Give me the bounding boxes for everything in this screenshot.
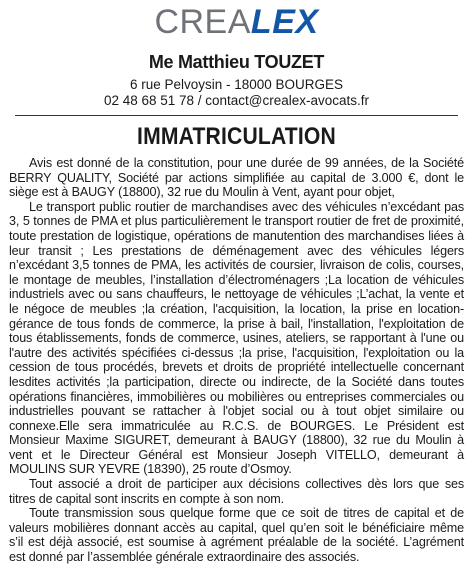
lawyer-name: Me Matthieu TOUZET xyxy=(148,52,325,72)
lawyer-address: 6 rue Pelvoysin - 18000 BOURGES xyxy=(129,77,344,92)
logo-part-b: LEX xyxy=(250,3,319,41)
paragraph-transfer-approval: Toute transmission sous quelque forme que ce soit de titres de capital et de valeurs mobilières donnant accès au capital, quel qu’en soit le bénéficiaire même s’il est déjà associé, est soumise à agrément préalable de la société. L’agrément est donné par l’assemblée générale extraordinaire des associés. xyxy=(9,506,464,565)
logo-wordmark xyxy=(154,3,318,41)
paragraph-voting-rights: Tout associé a droit de participer aux décisions collectives dès lors que ses titres de capital sont inscrits en compte à son nom. xyxy=(9,477,464,506)
logo-part-a: CREA xyxy=(154,3,251,41)
paragraph-constitution: Avis est donné de la constitution, pour une durée de 99 années, de la Société BERRY QUALITY, Société par actions simplifiée au capital de 3.000 €, dont le siège est à BAUGY (18800), 32 rue du Moulin à Vent, ayant pour objet, xyxy=(9,156,464,200)
lawyer-header xyxy=(9,52,464,109)
divider xyxy=(15,115,458,116)
paragraph-object: Le transport public routier de marchandises avec des véhicules n’excédant pas 3, 5 tonnes de PMA et plus particulièrement le transport routier de fret de proximité, toute prestation de logistique, opérations de manutention des marchandises liées à leur transit ; Les prestations de déménagement avec des véhicules légers n’excédant 3,5 tonnes de PMA, les activités de coursier, livraison de colis, courses, le montage de meubles, l’installation d’électroménagers ;La location de véhicules industriels avec ou sans chauffeurs, le nettoyage de véhicules ;L’achat, la vente et le négoce de meubles ;la création, l'acquisition, la location, la prise en location-gérance de tous fonds de commerce, la prise à bail, l'installation, l'exploitation de tous établissements, fonds de commerce, usines, ateliers, se rapportant à l'une ou l'autre des activités spécifiées ci-dessus ;la prise, l'acquisition, l'exploitation ou la cession de tous procédés, brevets et droits de propriété intellectuelle concernant lesdites activités ;la participation, directe ou indirecte, de la Société dans toutes opérations financières, immobilières ou mobilières ou entreprises commerciales ou industrielles pouvant se rattacher à l'objet social ou à tout objet similaire ou connexe.Elle sera immatriculée au R.C.S. de BOURGES. Le Président est Monsieur Maxime SIGURET, demeurant à BAUGY (18800), 32 rue du Moulin à vent et le Directeur Général est Monsieur Joseph VITELLO, demeurant à MOULINS SUR YEVRE (18390), 25 route d’Osmoy. xyxy=(9,199,464,477)
notice-title: IMMATRICULATION xyxy=(137,123,336,150)
crealex-logo xyxy=(9,0,464,42)
lawyer-contact: 02 48 68 51 78 / contact@crealex-avocats.fr xyxy=(103,93,370,108)
notice-body xyxy=(9,156,464,565)
